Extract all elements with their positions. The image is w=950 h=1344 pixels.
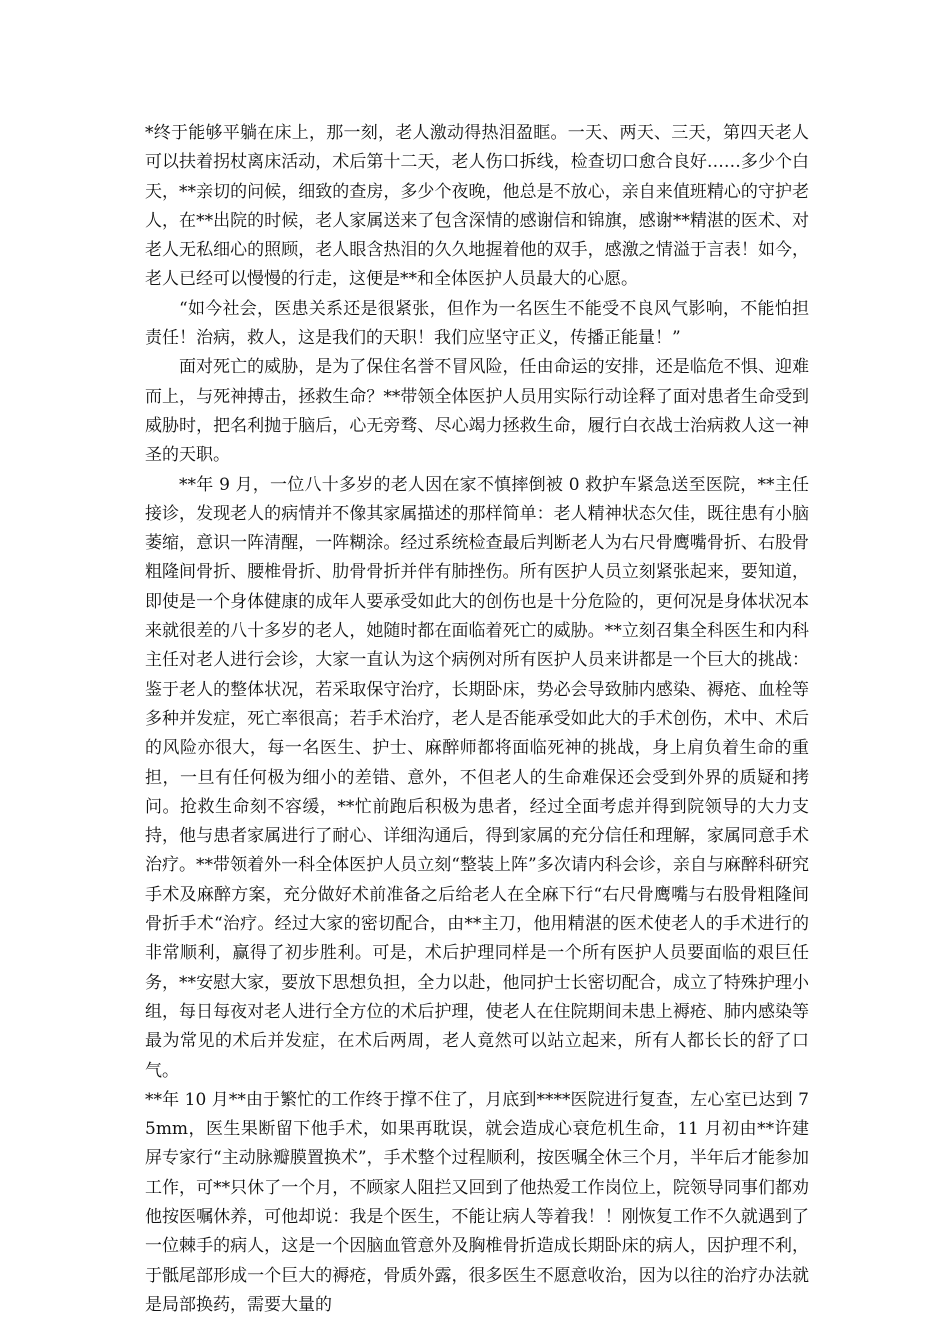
paragraph-2: “如今社会，医患关系还是很紧张，但作为一名医生不能受不良风气影响，不能怕担责任！治病，救人，这是我们的天职！我们应坚守正义，传播正能量！” — [145, 298, 809, 349]
paragraph-5: **年 10 月**由于繁忙的工作终于撑不住了，月底到****医院进行复查，左心室已达到 75mm，医生果断留下他手术，如果再耽误，就会造成心衰危机生命，11 月初由**许建屏专家行“主动脉瓣膜置换术”，手术整个过程顺利，按医嘱全休三个月，半年后才能参加工作，可**只休了一个月，不顾家人阻拦又回到了他热爱工作岗位上，院领导同事们都劝他按医嘱休养，可他却说：我是个医生，不能让病人等着我！！刚恢复工作不久就遇到了一位棘手的病人，这是一个因脑血管意外及胸椎骨折造成长期卧床的病人，因护理不利，于骶尾部形成一个巨大的褥疮，骨质外露，很多医生不愿意收治，因为以往的治疗办法就是局部换药，需要大量的 — [145, 1089, 809, 1315]
document-body — [145, 119, 809, 1320]
paragraph-1: *终于能够平躺在床上，那一刻，老人激动得热泪盈眶。一天、两天、三天，第四天老人可以扶着拐杖离床活动，术后第十二天，老人伤口拆线，检查切口愈合良好……多少个白天，**亲切的问候，细致的查房，多少个夜晚，他总是不放心，亲自来值班精心的守护老人，在**出院的时候，老人家属送来了包含深情的感谢信和锦旗，感谢**精湛的医术、对老人无私细心的照顾，老人眼含热泪的久久地握着他的双手，感激之情溢于言表！如今，老人已经可以慢慢的行走，这便是**和全体医护人员最大的心愿。 — [145, 123, 809, 290]
paragraph-4: **年 9 月，一位八十多岁的老人因在家不慎摔倒被 0 救护车紧急送至医院，**主任接诊，发现老人的病情并不像其家属描述的那样简单：老人精神状态欠佳，既往患有小脑萎缩，意识一阵清醒，一阵糊涂。经过系统检查最后判断老人为右尺骨鹰嘴骨折、右股骨粗隆间骨折、腰椎骨折、肋骨骨折并伴有肺挫伤。所有医护人员立刻紧张起来，要知道，即使是一个身体健康的成年人要承受如此大的创伤也是十分危险的，更何况是身体状况本来就很差的八十多岁的老人，她随时都在面临着死亡的威胁。**立刻召集全科医生和内科主任对老人进行会诊，大家一直认为这个病例对所有医护人员来讲都是一个巨大的挑战：鉴于老人的整体状况，若采取保守治疗，长期卧床，势必会导致肺内感染、褥疮、血栓等多种并发症，死亡率很高；若手术治疗，老人是否能承受如此大的手术创伤，术中、术后的风险亦很大，每一名医生、护士、麻醉师都将面临死神的挑战，身上肩负着生命的重担，一旦有任何极为细小的差错、意外，不但老人的生命难保还会受到外界的质疑和拷问。抢救生命刻不容缓，**忙前跑后积极为患者，经过全面考虑并得到院领导的大力支持，他与患者家属进行了耐心、详细沟通后，得到家属的充分信任和理解，家属同意手术治疗。**带领着外一科全体医护人员立刻“整装上阵”多次请内科会诊，亲自与麻醉科研究手术及麻醉方案，充分做好术前准备之后给老人在全麻下行“右尺骨鹰嘴与右股骨粗隆间骨折手术“治疗。经过大家的密切配合，由**主刀，他用精湛的医术使老人的手术进行的非常顺利，赢得了初步胜利。可是，术后护理同样是一个所有医护人员要面临的艰巨任务，**安慰大家，要放下思想负担，全力以赴，他同护士长密切配合，成立了特殊护理小组，每日每夜对老人进行全方位的术后护理，使老人在住院期间未患上褥疮、肺内感染等最为常见的术后并发症，在术后两周，老人竟然可以站立起来，所有人都长长的舒了口气。 — [145, 474, 809, 1081]
paragraph-3: 面对死亡的威胁，是为了保住名誉不冒风险，任由命运的安排，还是临危不惧、迎难而上，与死神搏击，拯救生命？**带领全体医护人员用实际行动诠释了面对患者生命受到威胁时，把名利抛于脑后，心无旁骛、尽心竭力拯救生命，履行白衣战士治病救人这一神圣的天职。 — [145, 357, 809, 466]
